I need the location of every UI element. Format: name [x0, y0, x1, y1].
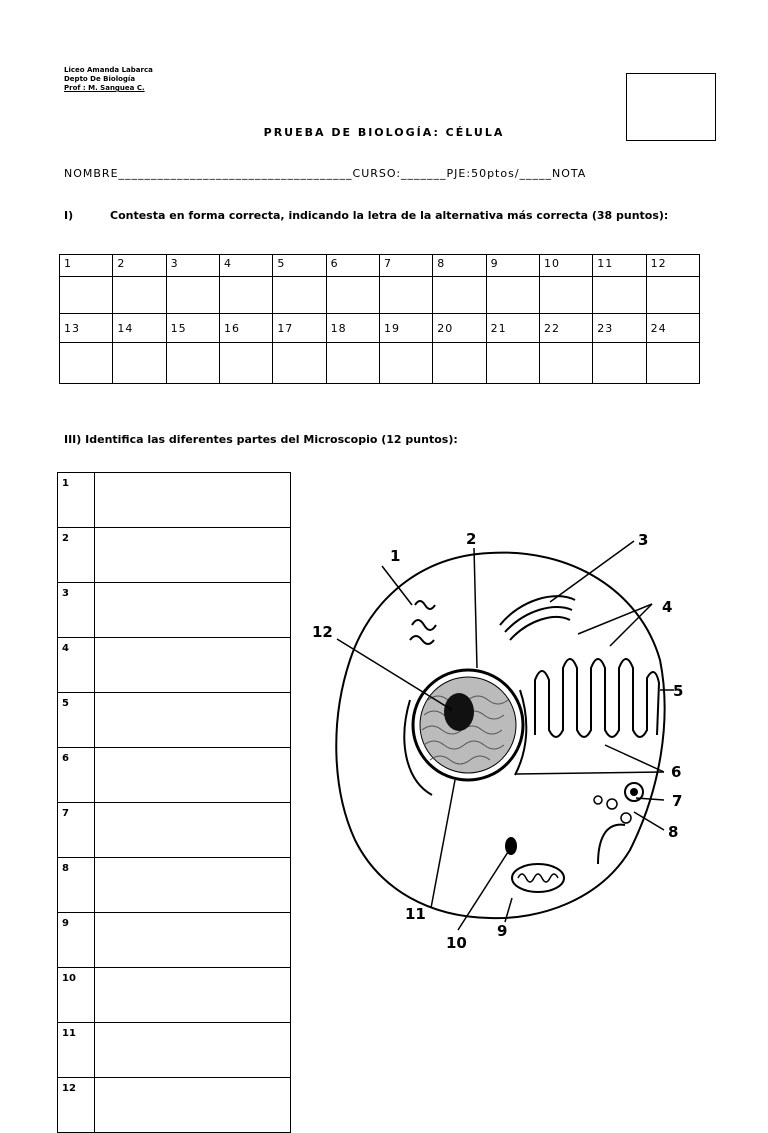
part-answer-cell[interactable]	[95, 968, 291, 1023]
parts-row	[58, 1023, 291, 1078]
rough-endoplasmic-reticulum	[535, 659, 659, 737]
cell-diagram	[300, 520, 700, 960]
parts-row	[58, 528, 291, 583]
part-number: 5	[58, 693, 95, 748]
answer-cell[interactable]	[539, 277, 592, 314]
diagram-label-7: 7	[672, 792, 683, 810]
answer-grid-blank-row-1	[60, 277, 700, 314]
parts-table	[57, 472, 291, 1133]
section-3-instructions: III) Identifica las diferentes partes del Microscopio (12 puntos):	[64, 433, 458, 446]
answer-cell[interactable]	[593, 343, 646, 384]
part-answer-cell[interactable]	[95, 748, 291, 803]
diagram-label-6: 6	[671, 763, 682, 781]
answer-cell[interactable]	[273, 343, 326, 384]
answer-number: 16	[219, 314, 272, 343]
part-number: 6	[58, 748, 95, 803]
answer-cell[interactable]	[113, 343, 166, 384]
answer-cell[interactable]	[486, 343, 539, 384]
part-number: 2	[58, 528, 95, 583]
answer-cell[interactable]	[60, 343, 113, 384]
answer-grid-numbers-row-1	[60, 255, 700, 277]
part-answer-cell[interactable]	[95, 803, 291, 858]
student-info-line[interactable]: NOMBRE____________________________________CURSO:_______PJE:50ptos/_____NOTA	[64, 167, 587, 180]
parts-row	[58, 858, 291, 913]
answer-cell[interactable]	[433, 343, 486, 384]
answer-cell[interactable]	[60, 277, 113, 314]
answer-cell[interactable]	[646, 277, 699, 314]
answer-cell[interactable]	[166, 277, 219, 314]
part-number: 1	[58, 473, 95, 528]
part-number: 12	[58, 1078, 95, 1133]
parts-row	[58, 638, 291, 693]
answer-cell[interactable]	[326, 277, 379, 314]
diagram-label-1: 1	[390, 547, 401, 565]
centriole	[505, 837, 517, 855]
answer-cell[interactable]	[593, 277, 646, 314]
part-number: 8	[58, 858, 95, 913]
answer-number: 13	[60, 314, 113, 343]
diagram-label-10: 10	[446, 934, 467, 952]
part-answer-cell[interactable]	[95, 1078, 291, 1133]
answer-number: 3	[166, 255, 219, 277]
answer-number: 12	[646, 255, 699, 277]
answer-cell[interactable]	[273, 277, 326, 314]
diagram-label-11: 11	[405, 905, 426, 923]
part-answer-cell[interactable]	[95, 473, 291, 528]
answer-cell[interactable]	[326, 343, 379, 384]
answer-grid	[59, 254, 700, 384]
answer-cell[interactable]	[486, 277, 539, 314]
answer-number: 17	[273, 314, 326, 343]
answer-number: 22	[539, 314, 592, 343]
answer-cell[interactable]	[166, 343, 219, 384]
vesicles	[594, 796, 631, 823]
answer-number: 15	[166, 314, 219, 343]
part-number: 11	[58, 1023, 95, 1078]
answer-cell[interactable]	[646, 343, 699, 384]
answer-number: 5	[273, 255, 326, 277]
answer-cell[interactable]	[539, 343, 592, 384]
answer-cell[interactable]	[219, 277, 272, 314]
part-answer-cell[interactable]	[95, 1023, 291, 1078]
school-header	[64, 66, 153, 93]
answer-number: 8	[433, 255, 486, 277]
part-number: 10	[58, 968, 95, 1023]
answer-number: 11	[593, 255, 646, 277]
smooth-endoplasmic-reticulum	[410, 601, 436, 644]
diagram-label-8: 8	[668, 823, 679, 841]
part-answer-cell[interactable]	[95, 583, 291, 638]
part-answer-cell[interactable]	[95, 858, 291, 913]
mitochondrion	[512, 864, 564, 892]
answer-cell[interactable]	[379, 343, 432, 384]
answer-cell[interactable]	[433, 277, 486, 314]
parts-row	[58, 1078, 291, 1133]
answer-number: 18	[326, 314, 379, 343]
parts-row	[58, 968, 291, 1023]
part-number: 7	[58, 803, 95, 858]
part-number: 4	[58, 638, 95, 693]
answer-grid-blank-row-2	[60, 343, 700, 384]
part-number: 9	[58, 913, 95, 968]
parts-row	[58, 913, 291, 968]
part-number: 3	[58, 583, 95, 638]
part-answer-cell[interactable]	[95, 913, 291, 968]
section-1-text: Contesta en forma correcta, indicando la letra de la alternativa más correcta (38 puntos):	[110, 209, 669, 222]
answer-number: 23	[593, 314, 646, 343]
answer-cell[interactable]	[379, 277, 432, 314]
diagram-label-5: 5	[673, 682, 684, 700]
department-name: Depto De Biología	[64, 75, 136, 83]
answer-number: 21	[486, 314, 539, 343]
section-1-number: I)	[64, 209, 74, 222]
answer-cell[interactable]	[219, 343, 272, 384]
section-1-instructions	[64, 207, 684, 225]
answer-grid-numbers-row-2	[60, 314, 700, 343]
answer-cell[interactable]	[113, 277, 166, 314]
parts-row	[58, 803, 291, 858]
diagram-label-12: 12	[312, 623, 333, 641]
answer-number: 4	[219, 255, 272, 277]
part-answer-cell[interactable]	[95, 638, 291, 693]
parts-row	[58, 583, 291, 638]
parts-row	[58, 693, 291, 748]
golgi-apparatus	[500, 596, 575, 640]
diagram-label-9: 9	[497, 922, 508, 940]
diagram-label-3: 3	[638, 531, 649, 549]
diagram-label-4: 4	[662, 598, 673, 616]
parts-row	[58, 748, 291, 803]
answer-number: 24	[646, 314, 699, 343]
parts-row	[58, 473, 291, 528]
answer-number: 6	[326, 255, 379, 277]
diagram-label-2: 2	[466, 530, 477, 548]
part-answer-cell[interactable]	[95, 693, 291, 748]
answer-number: 9	[486, 255, 539, 277]
school-name: Liceo Amanda Labarca	[64, 66, 153, 74]
nucleolus	[444, 693, 474, 731]
answer-number: 10	[539, 255, 592, 277]
answer-number: 7	[379, 255, 432, 277]
part-answer-cell[interactable]	[95, 528, 291, 583]
page-title: PRUEBA DE BIOLOGÍA: CÉLULA	[263, 126, 505, 139]
answer-number: 2	[113, 255, 166, 277]
vacuole	[598, 825, 625, 864]
answer-number: 19	[379, 314, 432, 343]
teacher-name: Prof : M. Sanguea C.	[64, 84, 145, 92]
answer-number: 20	[433, 314, 486, 343]
answer-number: 1	[60, 255, 113, 277]
answer-number: 14	[113, 314, 166, 343]
